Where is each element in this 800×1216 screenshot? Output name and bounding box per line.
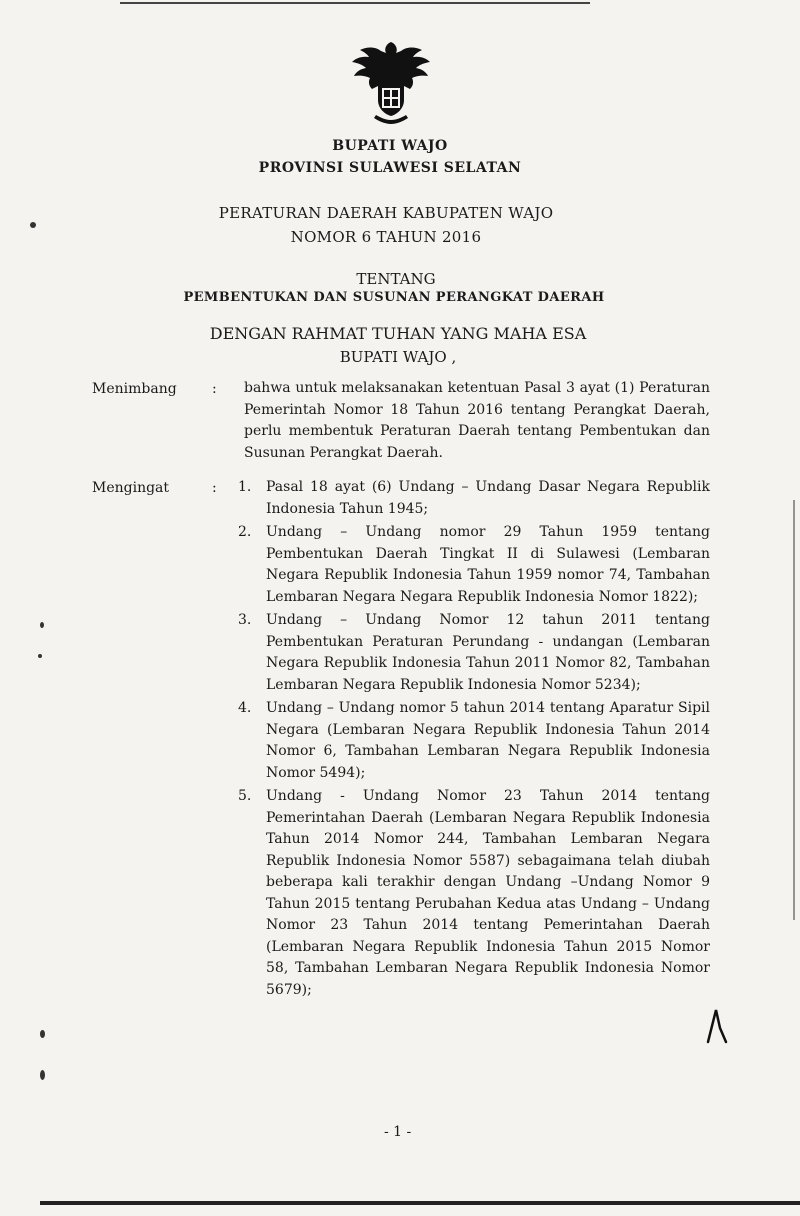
list-item-text: Undang – Undang Nomor 12 tahun 2011 tentang Pembentukan Peraturan Perundang - undangan (Lembaran Negara Republik Indonesia Tahun 2011 Nomor 82, Tambahan Lembaran Negara Republik Indonesia Nomor 5234); <box>266 612 710 693</box>
mengingat-colon: : <box>212 480 217 496</box>
invocation: DENGAN RAHMAT TUHAN YANG MAHA ESA <box>209 324 587 343</box>
scan-speck <box>40 622 44 628</box>
list-item-number: 2. <box>238 524 252 540</box>
list-item-number: 1. <box>238 479 252 495</box>
list-item <box>232 786 710 1001</box>
handwritten-initial-icon <box>706 1008 728 1044</box>
page-number: - 1 - <box>384 1124 412 1140</box>
scan-speck <box>40 1070 45 1080</box>
list-item-number: 3. <box>238 612 252 628</box>
bottom-border-line <box>40 1201 800 1205</box>
scan-speck <box>38 654 42 658</box>
regulation-title: PERATURAN DAERAH KABUPATEN WAJO <box>218 204 554 222</box>
list-item <box>232 522 710 608</box>
right-edge-shadow <box>793 500 795 920</box>
list-item-number: 5. <box>238 788 252 804</box>
list-item <box>232 698 710 784</box>
about-label: TENTANG <box>356 270 436 288</box>
list-item-text: Pasal 18 ayat (6) Undang – Undang Dasar Negara Republik Indonesia Tahun 1945; <box>266 479 710 517</box>
scan-speck <box>40 1030 45 1038</box>
garuda-emblem-icon <box>348 38 434 126</box>
mengingat-list <box>232 477 710 1003</box>
list-item-text: Undang – Undang nomor 5 tahun 2014 tentang Aparatur Sipil Negara (Lembaran Negara Republik Indonesia Tahun 2014 Nomor 6, Tambahan Lembaran Negara Republik Indonesia Nomor 5494); <box>266 700 710 781</box>
list-item-text: Undang - Undang Nomor 23 Tahun 2014 tentang Pemerintahan Daerah (Lembaran Negara Republik Indonesia Tahun 2014 Nomor 244, Tambahan Lembaran Negara Republik Indonesia Nomor 5587) sebagaimana telah diubah beberapa kali terakhir dengan Undang –Undang Nomor 9 Tahun 2015 tentang Perubahan Kedua atas Undang – Undang Nomor 23 Tahun 2014 tentang Pemerintahan Daerah (Lembaran Negara Republik Indonesia Tahun 2015 Nomor 58, Tambahan Lembaran Negara Republik Indonesia Nomor 5679); <box>266 788 710 998</box>
mengingat-label: Mengingat <box>92 480 170 496</box>
regulation-subject: PEMBENTUKAN DAN SUSUNAN PERANGKAT DAERAH <box>183 290 605 305</box>
list-item <box>232 610 710 696</box>
regulation-number: NOMOR 6 TAHUN 2016 <box>290 228 482 246</box>
header-regent: BUPATI WAJO <box>332 138 448 154</box>
top-border-line <box>120 2 590 4</box>
list-item-number: 4. <box>238 700 252 716</box>
header-province: PROVINSI SULAWESI SELATAN <box>258 160 522 176</box>
menimbang-label: Menimbang <box>92 381 177 397</box>
list-item-text: Undang – Undang nomor 29 Tahun 1959 tentang Pembentukan Daerah Tingkat II di Sulawesi (Lembaran Negara Republik Indonesia Tahun 1959 nomor 74, Tambahan Lembaran Negara Negara Republik Indonesia Nomor 1822); <box>266 524 710 605</box>
menimbang-colon: : <box>212 381 217 397</box>
menimbang-text: bahwa untuk melaksanakan ketentuan Pasal 3 ayat (1) Peraturan Pemerintah Nomor 18 Tahun 2016 tentang Perangkat Daerah, perlu membentuk Peraturan Daerah tentang Pembentukan dan Susunan Perangkat Daerah. <box>244 380 710 461</box>
regent-line: BUPATI WAJO , <box>339 348 457 366</box>
list-item <box>232 477 710 520</box>
